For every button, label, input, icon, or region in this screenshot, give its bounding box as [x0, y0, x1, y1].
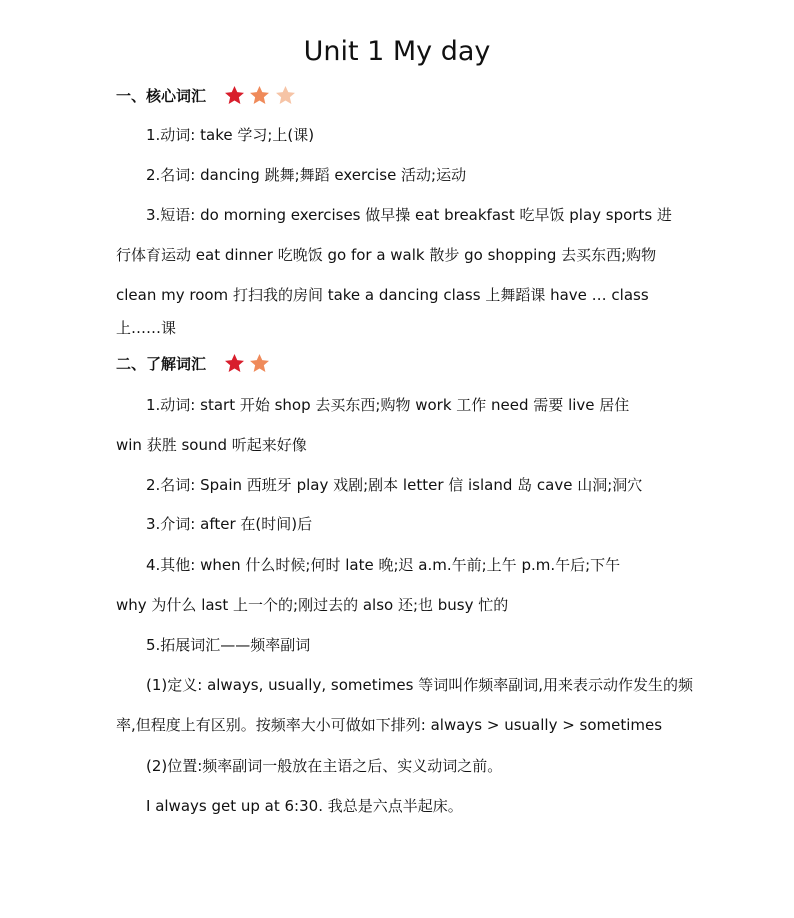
text-line: (1)定义: always, usually, sometimes 等词叫作频率副词,用来表示动作发生的频 [146, 676, 693, 694]
section-heading-text: 二、了解词汇 [116, 355, 207, 373]
text-line: 1.动词: start 开始 shop 去买东西;购物 work 工作 need 需要 live 居住 [146, 396, 630, 414]
text-line: 2.名词: Spain 西班牙 play 戏剧;剧本 letter 信 island 岛 cave 山洞;洞穴 [146, 476, 643, 494]
text-line: 5.拓展词汇——频率副词 [146, 636, 311, 654]
star-icon [225, 354, 244, 372]
star-icon [250, 86, 269, 104]
star-rating-3 [225, 86, 295, 109]
section-heading-core-vocabulary [116, 86, 296, 109]
text-line: 率,但程度上有区别。按频率大小可做如下排列: always > usually > sometimes [116, 716, 663, 734]
text-line: (2)位置:频率副词一般放在主语之后、实义动词之前。 [146, 757, 503, 775]
text-line: why 为什么 last 上一个的;刚过去的 also 还;也 busy 忙的 [116, 596, 509, 614]
text-line: 上……课 [116, 319, 177, 337]
text-line: 3.介词: after 在(时间)后 [146, 515, 313, 533]
text-line: 行体育运动 eat dinner 吃晚饭 go for a walk 散步 go shopping 去买东西;购物 [116, 246, 657, 264]
star-icon [276, 86, 295, 104]
text-line: 2.名词: dancing 跳舞;舞蹈 exercise 活动;运动 [146, 166, 467, 184]
text-line: I always get up at 6:30. 我总是六点半起床。 [146, 797, 463, 815]
text-line: win 获胜 sound 听起来好像 [116, 436, 307, 454]
page-title: Unit 1 My day [303, 36, 491, 67]
star-icon [250, 354, 269, 372]
section-heading-text: 一、核心词汇 [116, 87, 207, 105]
star-icon [225, 86, 244, 104]
star-rating-2 [225, 354, 270, 377]
text-line: 1.动词: take 学习;上(课) [146, 126, 315, 144]
text-line: clean my room 打扫我的房间 take a dancing class 上舞蹈课 have … class [116, 286, 649, 304]
text-line: 4.其他: when 什么时候;何时 late 晚;迟 a.m.午前;上午 p.m.午后;下午 [146, 556, 621, 574]
section-heading-extended-vocabulary [116, 354, 270, 377]
text-line: 3.短语: do morning exercises 做早操 eat breakfast 吃早饭 play sports 进 [146, 206, 672, 224]
